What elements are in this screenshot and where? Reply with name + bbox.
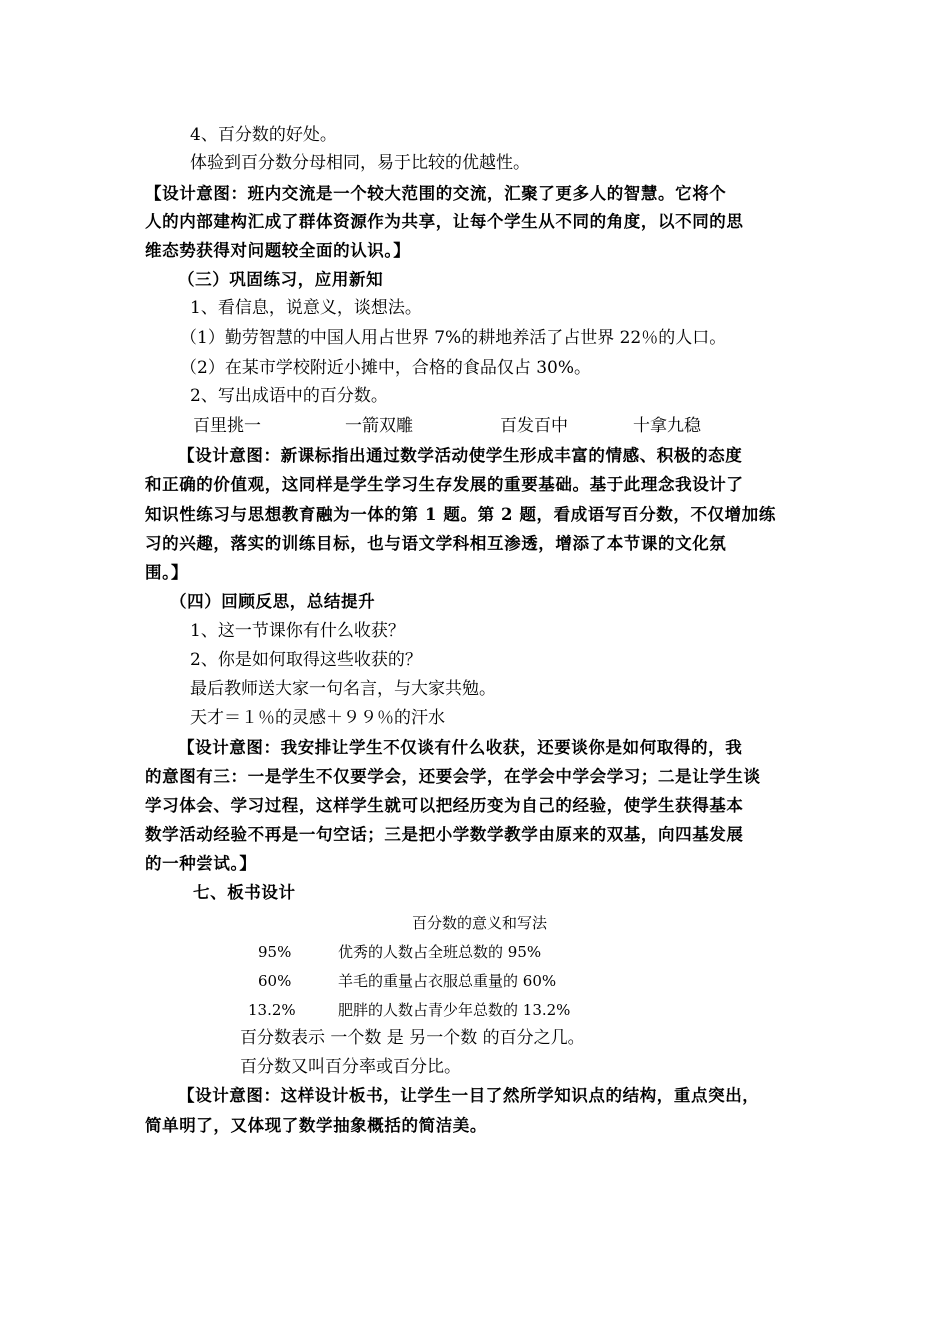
review-quote: 天才＝１％的灵感＋９９％的汗水	[190, 708, 445, 728]
design-intent-line: 人的内部建构汇成了群体资源作为共享，让每个学生从不同的角度，以不同的思	[145, 212, 744, 231]
design-intent-line: 简单明了，又体现了数学抽象概括的简洁美。	[145, 1116, 487, 1135]
board-percent: 60%	[258, 972, 292, 990]
design-intent-line: 维态势获得对问题较全面的认识。】	[145, 241, 411, 260]
practice-item: 2、写出成语中的百分数。	[190, 386, 388, 406]
practice-subitem: （2）在某市学校附近小摊中，合格的食品仅占 30%。	[180, 358, 592, 378]
idiom: 十拿九稳	[633, 416, 701, 436]
practice-item: 1、看信息，说意义，谈想法。	[190, 298, 422, 318]
design-intent-line: 围。】	[145, 563, 189, 582]
board-percent: 95%	[258, 943, 292, 961]
board-title: 百分数的意义和写法	[412, 914, 548, 932]
section-heading-practice: （三）巩固练习，应用新知	[178, 270, 384, 289]
board-example: 肥胖的人数占青少年总数的 13.2%	[338, 1001, 571, 1019]
idiom: 百里挑一	[193, 416, 261, 436]
design-intent-line: 的意图有三：一是学生不仅要学会，还要会学，在学会中学会学习；二是让学生谈	[145, 767, 761, 786]
board-example: 羊毛的重量占衣服总重量的 60%	[338, 972, 557, 990]
idiom: 一箭双雕	[345, 416, 413, 436]
design-intent-line: 知识性练习与思想教育融为一体的第 1 题。第 2 题，看成语写百分数，不仅增加练	[145, 505, 776, 524]
board-definition: 百分数表示 一个数 是 另一个数 的百分之几。	[240, 1028, 585, 1048]
benefit-heading: 4、百分数的好处。	[190, 125, 337, 145]
board-example: 优秀的人数占全班总数的 95%	[338, 943, 542, 961]
board-percent: 13.2%	[248, 1001, 296, 1019]
review-closing: 最后教师送大家一句名言，与大家共勉。	[190, 679, 496, 699]
benefit-text: 体验到百分数分母相同，易于比较的优越性。	[190, 153, 530, 173]
design-intent-line: 的一种尝试。】	[145, 854, 257, 873]
design-intent-line: 数学活动经验不再是一句空话；三是把小学数学教学由原来的双基，向四基发展	[145, 825, 744, 844]
design-intent-line: 【设计意图：新课标指出通过数学活动使学生形成丰富的情感、积极的态度	[178, 446, 743, 465]
section-heading-review: （四）回顾反思，总结提升	[170, 592, 376, 611]
board-definition: 百分数又叫百分率或百分比。	[240, 1057, 461, 1077]
review-question: 1、这一节课你有什么收获？	[190, 621, 405, 641]
practice-subitem: （1）勤劳智慧的中国人用占世界 7%的耕地养活了占世界 22％的人口。	[180, 328, 727, 348]
design-intent-line: 【设计意图：我安排让学生不仅谈有什么收获，还要谈你是如何取得的，我	[178, 738, 743, 757]
design-intent-line: 学习体会、学习过程，这样学生就可以把经历变为自己的经验，使学生获得基本	[145, 796, 744, 815]
section-heading-board: 七、板书设计	[193, 883, 296, 902]
idiom: 百发百中	[500, 416, 568, 436]
design-intent-line: 【设计意图：这样设计板书，让学生一目了然所学知识点的结构，重点突出，	[178, 1086, 760, 1105]
design-intent-line: 【设计意图：班内交流是一个较大范围的交流，汇聚了更多人的智慧。它将个	[145, 184, 727, 203]
design-intent-line: 习的兴趣，落实的训练目标，也与语文学科相互渗透，增添了本节课的文化氛	[145, 534, 727, 553]
review-question: 2、你是如何取得这些收获的？	[190, 650, 422, 670]
design-intent-line: 和正确的价值观，这同样是学生学习生存发展的重要基础。基于此理念我设计了	[145, 475, 744, 494]
